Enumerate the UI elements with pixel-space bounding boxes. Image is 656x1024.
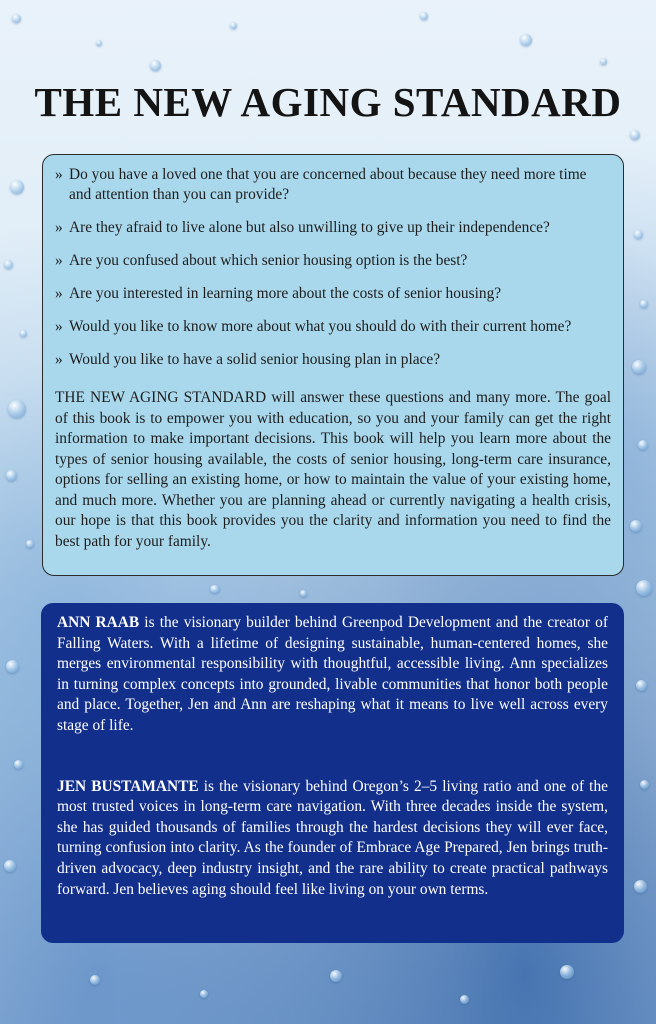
water-droplet [6,470,17,481]
water-droplet [96,40,102,46]
author-name: ANN RAAB [57,614,140,631]
water-droplet [10,180,24,194]
water-droplet [300,590,307,597]
bullet-marker: » [55,318,63,335]
author-bio-ann-raab [57,613,608,737]
question-item [55,350,611,370]
water-droplet [638,440,648,450]
water-droplet [90,975,100,985]
water-droplet [630,130,640,140]
author-bio-text: is the visionary behind Oregon’s 2–5 living ratio and one of the most trusted voices in long-term care navigation. With three decades inside the system, she has guided thousands of families through the hardest decisions they will ever face, turning confusion into clarity. As the founder of Embrace Age Prepared, Jen brings truth-driven advocacy, deep industry insight, and the rare ability to create practical pathways forward. Jen believes aging should feel like living on your own terms. [57,777,608,898]
water-droplet [26,540,34,548]
question-item [55,284,611,304]
bullet-marker: » [55,219,63,236]
bullet-marker: » [55,285,63,302]
water-droplet [420,12,428,20]
author-bio-jen-bustamante [57,777,608,901]
water-droplet [200,990,208,998]
question-item [55,218,611,238]
water-droplet [12,14,21,23]
water-droplet [520,34,532,46]
water-droplet [14,760,23,769]
water-droplet [636,680,647,691]
water-droplet [210,585,220,593]
water-droplet [636,580,652,596]
author-name: JEN BUSTAMANTE [57,777,199,795]
water-droplet [634,230,643,239]
water-droplet [4,860,16,872]
water-droplet [230,22,237,29]
question-item [55,251,611,271]
bullet-marker: » [55,252,63,269]
author-bio-text: is the visionary builder behind Greenpod Development and the creator of Falling Waters. With a lifetime of designing sustainable, human-centered homes, she merges environmental responsibility with thoughtful, accessible living. Ann specializes in turning complex concepts into grounded, livable communities that honor both people and place. Together, Jen and Ann are reshaping what it means to live well across every stage of life. [57,614,608,734]
water-droplet [6,660,19,673]
question-text: Are they afraid to live alone but also unwilling to give up their independence? [69,219,550,236]
question-item [55,317,611,337]
water-droplet [460,995,469,1004]
water-droplet [8,400,26,418]
questions-panel [42,154,624,576]
author-bios-panel [41,603,624,943]
water-droplet [640,780,649,789]
water-droplet [632,360,646,374]
question-text: Are you confused about which senior housing option is the best? [69,252,468,269]
water-droplet [330,970,342,982]
question-list [55,165,611,370]
question-text: Would you like to know more about what you should do with their current home? [69,318,572,335]
water-droplet [634,880,647,893]
question-item [55,165,611,205]
water-droplet [150,60,161,71]
book-intro-paragraph: THE NEW AGING STANDARD will answer these questions and many more. The goal of this book is to empower you with education, so you and your family can get the right information to make important decisions. This book will help you learn more about the types of senior housing available, the costs of senior housing, long-term care insurance, options for selling an existing home, or how to maintain the value of your existing home, and much more. Whether you are planning ahead or currently navigating a health crisis, our hope is that this book provides you the clarity and information you need to find the best path for your family. [55,389,611,550]
question-text: Would you like to have a solid senior housing plan in place? [69,351,441,368]
question-text: Are you interested in learning more about the costs of senior housing? [69,285,502,302]
question-text: Do you have a loved one that you are concerned about because they need more time and attention than you can provide? [69,166,587,203]
bullet-marker: » [55,351,63,368]
page-title: THE NEW AGING STANDARD [34,79,622,125]
water-droplet [600,58,607,65]
water-droplet [630,520,642,532]
water-droplet [640,300,648,308]
water-droplet [20,330,27,337]
water-droplet [560,965,574,979]
water-droplet [4,260,13,269]
bullet-marker: » [55,166,63,183]
